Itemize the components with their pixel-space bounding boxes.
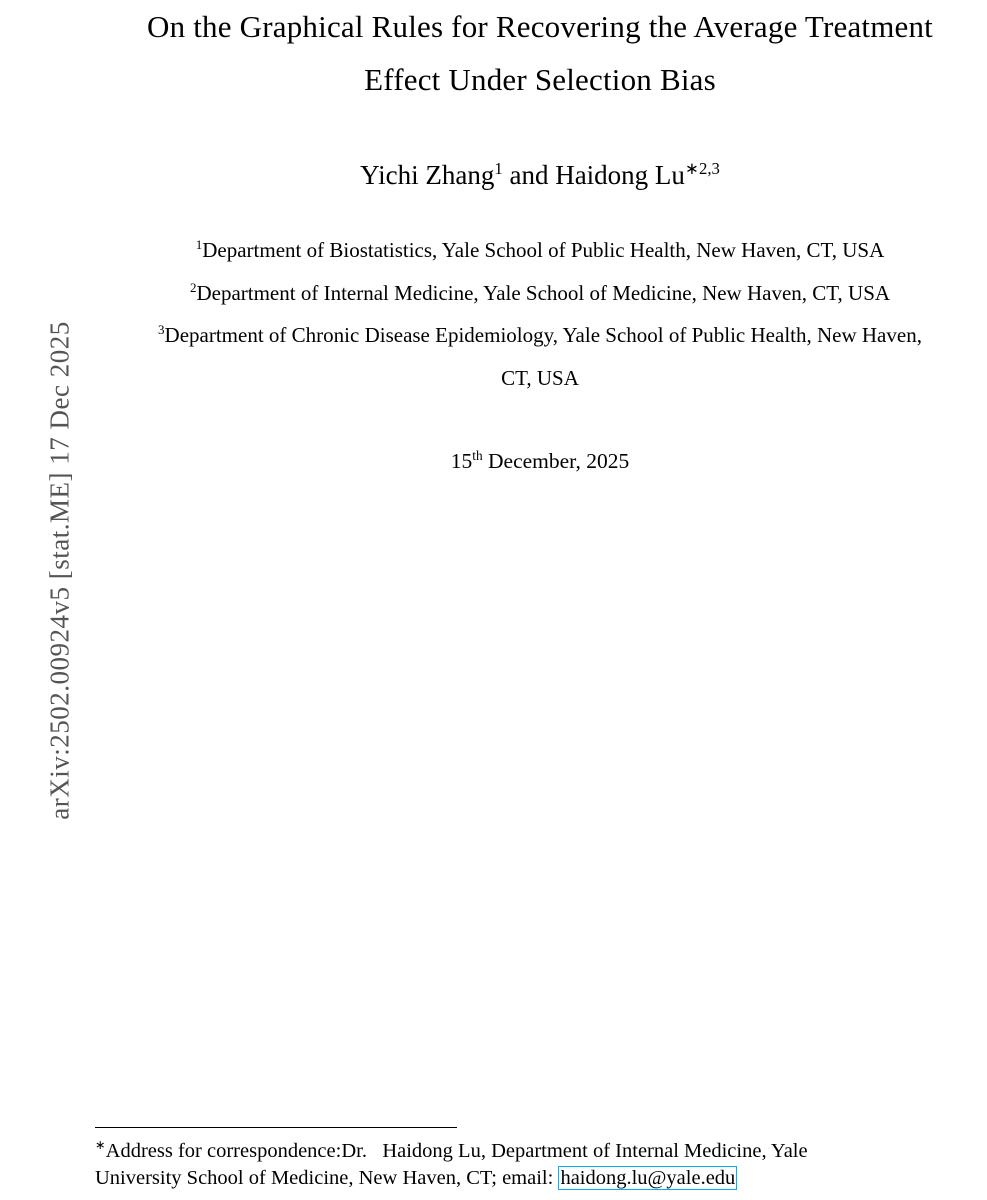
- publication-date: [95, 449, 985, 474]
- footnote-intro: Address for correspondence:: [105, 1139, 342, 1162]
- affiliation-marker: 3: [158, 322, 165, 338]
- author-name-1: Yichi Zhang: [360, 159, 495, 190]
- affiliation-item: [95, 272, 985, 314]
- footnote-divider: [95, 1127, 457, 1128]
- affiliation-list: [95, 229, 985, 399]
- title-line-2: Effect Under Selection Bias: [364, 62, 716, 98]
- footnote-line-1: [95, 1138, 985, 1165]
- paper-page: [95, 0, 985, 1200]
- date-ordinal-suffix: th: [472, 447, 483, 463]
- affiliation-item: [95, 314, 985, 356]
- author-conjunction: and: [502, 159, 556, 190]
- correspondence-footnote: [95, 1138, 985, 1193]
- affiliation-text: Department of Chronic Disease Epidemiology, Yale School of Public Health, New Haven,: [164, 323, 922, 348]
- footnote-line-1-right: Dr. Haidong Lu, Department of Internal Medicine, Yale: [341, 1139, 808, 1162]
- footnote-email-intro: University School of Medicine, New Haven, CT; email:: [95, 1166, 559, 1189]
- date-month-year: December, 2025: [482, 449, 630, 474]
- footnote-line-1-left: [95, 1137, 342, 1162]
- affiliation-marker: 2: [189, 279, 197, 295]
- affiliation-marker: 1: [195, 237, 203, 253]
- correspondence-email-link[interactable]: haidong.lu@yale.edu: [560, 1166, 736, 1189]
- author-list: [95, 157, 985, 195]
- date-day: 15: [450, 449, 473, 474]
- title-line-1: On the Graphical Rules for Recovering the Average Treatment: [147, 9, 933, 44]
- affiliation-item: [95, 229, 985, 271]
- affiliation-text: CT, USA: [501, 365, 579, 390]
- page-title: [95, 0, 985, 107]
- affiliation-text: Department of Biostatistics, Yale School of Public Health, New Haven, CT, USA: [202, 238, 885, 263]
- author-name-2: Haidong Lu: [555, 159, 685, 190]
- arxiv-identifier-stamp: arXiv:2502.00924v5 [stat.ME] 17 Dec 2025: [44, 321, 75, 820]
- footnote-marker: ∗: [95, 1137, 106, 1152]
- author-affil-marker-2: ∗2,3: [684, 158, 720, 178]
- footnote-area: [95, 1127, 985, 1193]
- affiliation-text: Department of Internal Medicine, Yale School of Medicine, New Haven, CT, USA: [196, 280, 891, 305]
- affiliation-item: [95, 357, 985, 399]
- footnote-line-2: [95, 1165, 985, 1192]
- author-affil-marker-1: 1: [494, 158, 503, 178]
